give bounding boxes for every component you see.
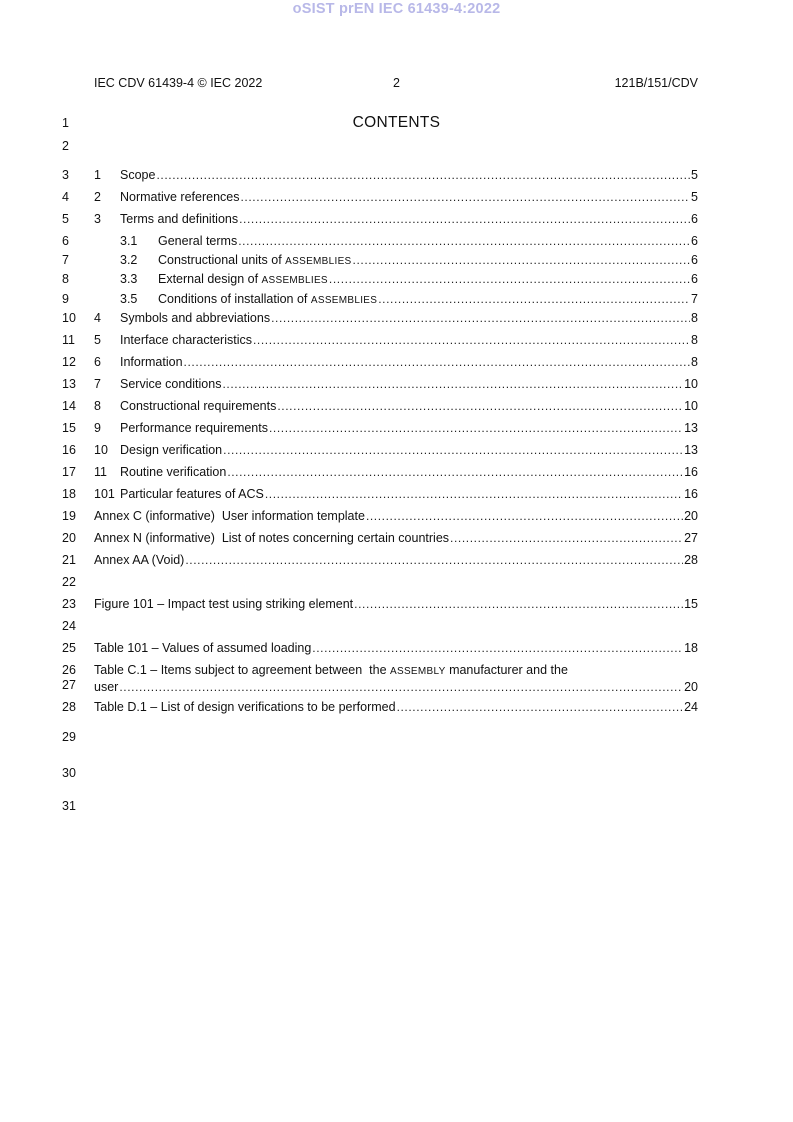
- toc-text: Terms and definitions: [120, 212, 239, 226]
- toc-page: 6: [691, 253, 698, 267]
- toc-number: 10: [94, 443, 108, 457]
- line-number: 23: [62, 597, 76, 611]
- toc-entry-table-101[interactable]: [94, 641, 698, 656]
- header-doc-ref: 121B/151/CDV: [614, 76, 698, 90]
- line-number: 13: [62, 377, 76, 391]
- line-number: 1: [62, 116, 69, 130]
- toc-page: 16: [684, 487, 698, 501]
- toc-number: 9: [94, 421, 101, 435]
- line-number: 14: [62, 399, 76, 413]
- toc-entry-performance-requirements[interactable]: [94, 421, 698, 436]
- toc-leader: [366, 509, 683, 524]
- toc-entry-design-verification[interactable]: [94, 443, 698, 458]
- toc-page: 20: [684, 680, 698, 694]
- toc-text: Design verification: [120, 443, 223, 457]
- line-number: 8: [62, 272, 69, 286]
- line-number: 6: [62, 234, 69, 248]
- toc-leader: [269, 421, 683, 436]
- line-number: 16: [62, 443, 76, 457]
- toc-page: 16: [684, 465, 698, 479]
- toc-text: External design of: [158, 272, 262, 286]
- toc-page: 13: [684, 421, 698, 435]
- line-number: 30: [62, 766, 76, 780]
- toc-text: manufacturer and the: [445, 663, 568, 677]
- toc-page: 10: [684, 399, 698, 413]
- toc-entry-information[interactable]: [94, 355, 698, 370]
- toc-page: 8: [691, 333, 698, 347]
- line-number: 26: [62, 663, 76, 677]
- toc-number: 1: [94, 168, 101, 182]
- toc-text: Routine verification: [120, 465, 227, 479]
- toc-number: 4: [94, 311, 101, 325]
- toc-entry-interface-characteristics[interactable]: [94, 333, 698, 348]
- toc-leader: [223, 443, 683, 458]
- toc-text: Interface characteristics: [120, 333, 252, 347]
- toc-page: 15: [684, 597, 698, 611]
- toc-text: user: [94, 680, 119, 694]
- toc-text: Constructional units of: [158, 253, 286, 267]
- toc-page: 20: [684, 509, 698, 523]
- toc-number: 7: [94, 377, 101, 391]
- toc-entry-table-c1[interactable]: [94, 663, 698, 694]
- toc-page: 18: [684, 641, 698, 655]
- toc-leader: [312, 641, 683, 656]
- toc-leader: [277, 399, 683, 414]
- toc-text: Annex C (informative) User information template: [94, 509, 365, 523]
- toc-text: General terms: [158, 234, 238, 248]
- toc-number: 5: [94, 333, 101, 347]
- toc-text-smallcaps: ASSEMBLY: [390, 666, 446, 677]
- toc-text: Particular features of ACS: [120, 487, 264, 501]
- toc-text: Table C.1 – Items subject to agreement between the: [94, 663, 391, 677]
- toc-leader: [238, 234, 690, 249]
- toc-leader: [378, 292, 690, 307]
- line-number: 4: [62, 190, 69, 204]
- toc-text: Figure 101 – Impact test using striking element: [94, 597, 354, 611]
- header-doc-id: IEC CDV 61439-4 © IEC 2022: [94, 76, 263, 90]
- toc-number: 3.5: [120, 292, 138, 306]
- toc-entry-particular-features[interactable]: [94, 487, 698, 502]
- toc-number: 2: [94, 190, 101, 204]
- toc-text: Constructional requirements: [120, 399, 277, 413]
- line-number: 17: [62, 465, 76, 479]
- toc-entry-annex-aa[interactable]: [94, 553, 698, 568]
- header-page-number: 2: [393, 76, 400, 90]
- toc-text: Annex N (informative) List of notes concerning certain countries: [94, 531, 450, 545]
- line-number: 22: [62, 575, 76, 589]
- line-number: 7: [62, 253, 69, 267]
- toc-text: Annex AA (Void): [94, 553, 185, 567]
- toc-leader: [253, 333, 690, 348]
- toc-leader: [241, 190, 691, 205]
- toc-entry-routine-verification[interactable]: [94, 465, 698, 480]
- line-number: 27: [62, 678, 76, 692]
- line-number: 9: [62, 292, 69, 306]
- line-number: 5: [62, 212, 69, 226]
- toc-page: 8: [691, 355, 698, 369]
- line-number: 28: [62, 700, 76, 714]
- toc-page: 8: [691, 311, 698, 325]
- line-number: 19: [62, 509, 76, 523]
- toc-number: 3: [94, 212, 101, 226]
- toc-page: 7: [691, 292, 698, 306]
- line-number: 10: [62, 311, 76, 325]
- line-number: 21: [62, 553, 76, 567]
- toc-entry-figure-101[interactable]: [94, 597, 698, 612]
- toc-leader: [119, 680, 683, 694]
- toc-text: Conditions of installation of: [158, 292, 311, 306]
- toc-entry-constructional-units[interactable]: [120, 253, 698, 269]
- toc-text: Table D.1 – List of design verifications to be performed: [94, 700, 396, 714]
- toc-leader: [156, 168, 690, 183]
- toc-number: 11: [94, 465, 107, 479]
- line-number: 3: [62, 168, 69, 182]
- toc-entry-terms-definitions[interactable]: [94, 212, 698, 227]
- toc-entry-normative-references[interactable]: [94, 190, 698, 205]
- toc-number: 6: [94, 355, 101, 369]
- toc-leader: [184, 355, 691, 370]
- toc-text: Service conditions: [120, 377, 222, 391]
- line-number: 15: [62, 421, 76, 435]
- watermark: oSIST prEN IEC 61439-4:2022: [292, 1, 501, 17]
- toc-number: 8: [94, 399, 101, 413]
- toc-text-smallcaps: ASSEMBLIES: [310, 295, 378, 306]
- toc-number: 3.1: [120, 234, 138, 248]
- toc-page: 5: [691, 168, 698, 182]
- toc-entry-annex-c[interactable]: [94, 509, 698, 524]
- toc-text: Table 101 – Values of assumed loading: [94, 641, 312, 655]
- toc-entry-external-design[interactable]: [120, 272, 698, 288]
- toc-leader: [329, 272, 690, 287]
- toc-page: 27: [684, 531, 698, 545]
- toc-text: Performance requirements: [120, 421, 268, 435]
- toc-leader: [271, 311, 690, 326]
- toc-leader: [353, 253, 691, 268]
- line-number: 20: [62, 531, 76, 545]
- line-number: 25: [62, 641, 76, 655]
- line-number: 24: [62, 619, 76, 633]
- toc-leader: [354, 597, 683, 612]
- line-number: 29: [62, 730, 76, 744]
- toc-leader: [450, 531, 683, 546]
- toc-text: Symbols and abbreviations: [120, 311, 271, 325]
- toc-page: 6: [691, 272, 698, 286]
- toc-entry-symbols-abbreviations[interactable]: [94, 311, 698, 326]
- toc-page: 6: [691, 212, 698, 226]
- toc-page: 10: [684, 377, 698, 391]
- toc-number: 3.2: [120, 253, 138, 267]
- toc-text: Normative references: [120, 190, 240, 204]
- toc-leader: [185, 553, 683, 568]
- toc-page: 28: [684, 553, 698, 567]
- toc-entry-constructional-requirements[interactable]: [94, 399, 698, 414]
- toc-page: 13: [684, 443, 698, 457]
- toc-text: Information: [120, 355, 183, 369]
- toc-page: 5: [691, 190, 698, 204]
- toc-text: Scope: [120, 168, 156, 182]
- toc-page: 24: [684, 700, 698, 714]
- toc-entry-table-d1[interactable]: [94, 700, 698, 715]
- toc-leader: [265, 487, 683, 502]
- toc-entry-conditions-installation[interactable]: [120, 292, 698, 308]
- toc-leader: [239, 212, 690, 227]
- toc-number: 101: [94, 487, 115, 501]
- toc-leader: [397, 700, 684, 715]
- toc-text-smallcaps: ASSEMBLIES: [261, 275, 328, 286]
- toc-number: 3.3: [120, 272, 138, 286]
- toc-entry-scope[interactable]: [94, 168, 698, 183]
- toc-text-smallcaps: ASSEMBLIES: [285, 256, 352, 267]
- toc-leader: [222, 377, 683, 392]
- line-number: 11: [62, 333, 75, 347]
- line-number: 18: [62, 487, 76, 501]
- line-number: 31: [62, 799, 76, 813]
- toc-entry-service-conditions[interactable]: [94, 377, 698, 392]
- toc-page: 6: [691, 234, 698, 248]
- line-number: 12: [62, 355, 76, 369]
- contents-title: CONTENTS: [352, 114, 441, 131]
- line-number: 2: [62, 139, 69, 153]
- toc-leader: [227, 465, 683, 480]
- toc-entry-general-terms[interactable]: [120, 234, 698, 249]
- toc-entry-annex-n[interactable]: [94, 531, 698, 546]
